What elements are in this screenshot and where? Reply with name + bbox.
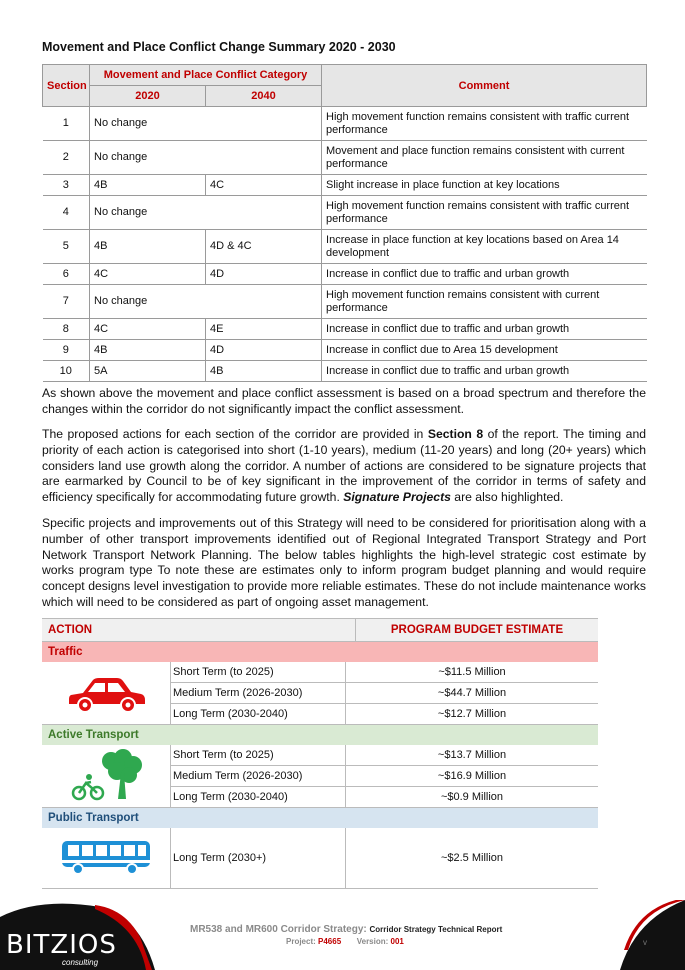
category-traffic: Traffic (42, 642, 598, 662)
table-row (43, 196, 647, 230)
table-row (43, 361, 647, 382)
public-transport-rows (171, 828, 598, 888)
category-2020: 4B (90, 340, 206, 361)
budget-amount: ~$16.9 Million (437, 770, 507, 782)
version-label: Version: (356, 937, 391, 946)
term-label: Long Term (2030+) (171, 828, 346, 888)
paragraph-text: The proposed actions for each section of the corridor are provided in (42, 427, 428, 441)
category-no-change: No change (90, 285, 322, 319)
header-section: Section (43, 65, 90, 107)
category-public-transport: Public Transport (42, 808, 598, 828)
term-label: Medium Term (2026-2030) (171, 766, 346, 786)
category-no-change: No change (90, 141, 322, 175)
table-row (43, 264, 647, 285)
section-number: 3 (43, 175, 90, 196)
bus-icon-cell (42, 828, 171, 888)
budget-amount: ~$11.5 Million (438, 666, 506, 678)
category-2020: 4B (90, 230, 206, 264)
header-comment: Comment (322, 65, 647, 107)
budget-row (171, 787, 598, 807)
budget-table (42, 618, 598, 889)
company-logo-sub: consulting (62, 958, 99, 967)
section-number: 1 (43, 107, 90, 141)
paragraph-text: are also highlighted. (450, 490, 564, 505)
table-row (43, 141, 647, 175)
budget-row (171, 745, 598, 766)
paragraph-actions (42, 427, 646, 506)
budget-row (171, 828, 598, 888)
company-logo: BITZIOS (6, 930, 117, 960)
cyclist-tree-icon (67, 749, 145, 803)
category-2020: 4C (90, 319, 206, 340)
footer-strategy-title: MR538 and MR600 Corridor Strategy: (190, 924, 370, 935)
car-icon-cell (42, 662, 171, 724)
budget-row (171, 704, 598, 724)
comment-cell: Increase in conflict due to traffic and urban growth (322, 361, 647, 382)
table-row (43, 175, 647, 196)
category-2040: 4C (206, 175, 322, 196)
section-number: 2 (43, 141, 90, 175)
header-2040: 2040 (206, 86, 322, 107)
footer-document-title (190, 924, 502, 935)
budget-header-row (42, 618, 598, 642)
section-number: 7 (43, 285, 90, 319)
table-row (43, 285, 647, 319)
comment-cell: Slight increase in place function at key locations (322, 175, 647, 196)
section-number: 4 (43, 196, 90, 230)
term-label: Long Term (2030-2040) (171, 704, 346, 724)
comment-cell: High movement function remains consistent with traffic current performance (322, 107, 647, 141)
traffic-rows (171, 662, 598, 724)
active-transport-group (42, 745, 598, 808)
project-label: Project: (286, 937, 319, 946)
term-label: Long Term (2030-2040) (171, 787, 346, 807)
section-number: 6 (43, 264, 90, 285)
category-active-transport: Active Transport (42, 725, 598, 745)
active-transport-rows (171, 745, 598, 807)
footer-report-title: Corridor Strategy Technical Report (369, 925, 503, 934)
conflict-change-table (42, 64, 647, 382)
category-2040: 4D & 4C (206, 230, 322, 264)
budget-amount: ~$2.5 Million (440, 852, 504, 864)
comment-cell: High movement function remains consistent with current performance (322, 285, 647, 319)
paragraph-projects: Specific projects and improvements out of this Strategy will need to be considered for prioritisation along with a number of other transport improvements identified out of Regional Integrated Transport Strategy and Port Network Transport Network Planning. The below tables highlights the high-level strategic cost estimate by works program type To note these are estimates only to inform program budget planning and would require concept designs level investigation to provide more reliable estimates. These do not include maintenance works which will need to be considered as part of ongoing asset management. (42, 516, 646, 609)
paragraph-assessment: As shown above the movement and place conflict assessment is based on a broad spectrum and therefore the changes within the corridor do not significantly impact the conflict assessment. (42, 386, 646, 416)
budget-amount: ~$44.7 Million (437, 687, 507, 699)
version-number: 001 (390, 937, 404, 946)
comment-cell: Movement and place function remains consistent with current performance (322, 141, 647, 175)
project-number: P4665 (318, 937, 342, 946)
bus-icon (60, 839, 152, 877)
footer-meta (286, 937, 404, 946)
category-2040: 4D (206, 264, 322, 285)
paragraph-text: of the report. The timing and priority of each action is categorised into short (1-10 years), medium (11-20 years) and long (20+ years) which considers land use growth along the corridor. A number of actions are considered to be signature projects that are earmarked by Council to be of key significant in the improvement of the corridor in terms of safety and efficiency specifically for accommodating future growth. (42, 427, 647, 505)
header-2020: 2020 (90, 86, 206, 107)
section-number: 9 (43, 340, 90, 361)
category-2040: 4E (206, 319, 322, 340)
table-row (43, 340, 647, 361)
comment-cell: Increase in conflict due to traffic and urban growth (322, 264, 647, 285)
section-title: Movement and Place Conflict Change Summary 2020 - 2030 (42, 40, 396, 54)
header-action: ACTION (42, 619, 356, 641)
budget-row (171, 683, 598, 704)
table-row (43, 107, 647, 141)
section-number: 10 (43, 361, 90, 382)
cyclist-tree-icon-cell (42, 745, 171, 807)
comment-cell: Increase in conflict due to Area 15 development (322, 340, 647, 361)
car-icon (65, 673, 147, 713)
budget-row (171, 766, 598, 787)
section-number: 8 (43, 319, 90, 340)
signature-projects-emphasis: Signature Projects (343, 490, 451, 505)
category-2020: 5A (90, 361, 206, 382)
table-row (43, 319, 647, 340)
section-number: 5 (43, 230, 90, 264)
budget-amount: ~$12.7 Million (437, 708, 507, 720)
category-no-change: No change (90, 107, 322, 141)
category-2020: 4B (90, 175, 206, 196)
header-budget: PROGRAM BUDGET ESTIMATE (390, 624, 564, 636)
category-no-change: No change (90, 196, 322, 230)
public-transport-group (42, 828, 598, 889)
comment-cell: High movement function remains consistent with traffic current performance (322, 196, 647, 230)
term-label: Short Term (to 2025) (171, 745, 346, 765)
term-label: Medium Term (2026-2030) (171, 683, 346, 703)
comment-cell: Increase in place function at key locations based on Area 14 development (322, 230, 647, 264)
category-2040: 4B (206, 361, 322, 382)
budget-row (171, 662, 598, 683)
budget-amount: ~$13.7 Million (437, 749, 507, 761)
category-2020: 4C (90, 264, 206, 285)
budget-amount: ~$0.9 Million (440, 791, 504, 803)
footer-corner-shape (610, 900, 685, 970)
term-label: Short Term (to 2025) (171, 662, 346, 682)
category-2040: 4D (206, 340, 322, 361)
page-number: v (643, 938, 647, 947)
header-category: Movement and Place Conflict Category (90, 65, 322, 86)
section-reference: Section 8 (427, 427, 484, 441)
traffic-group (42, 662, 598, 725)
comment-cell: Increase in conflict due to traffic and urban growth (322, 319, 647, 340)
table-row (43, 230, 647, 264)
